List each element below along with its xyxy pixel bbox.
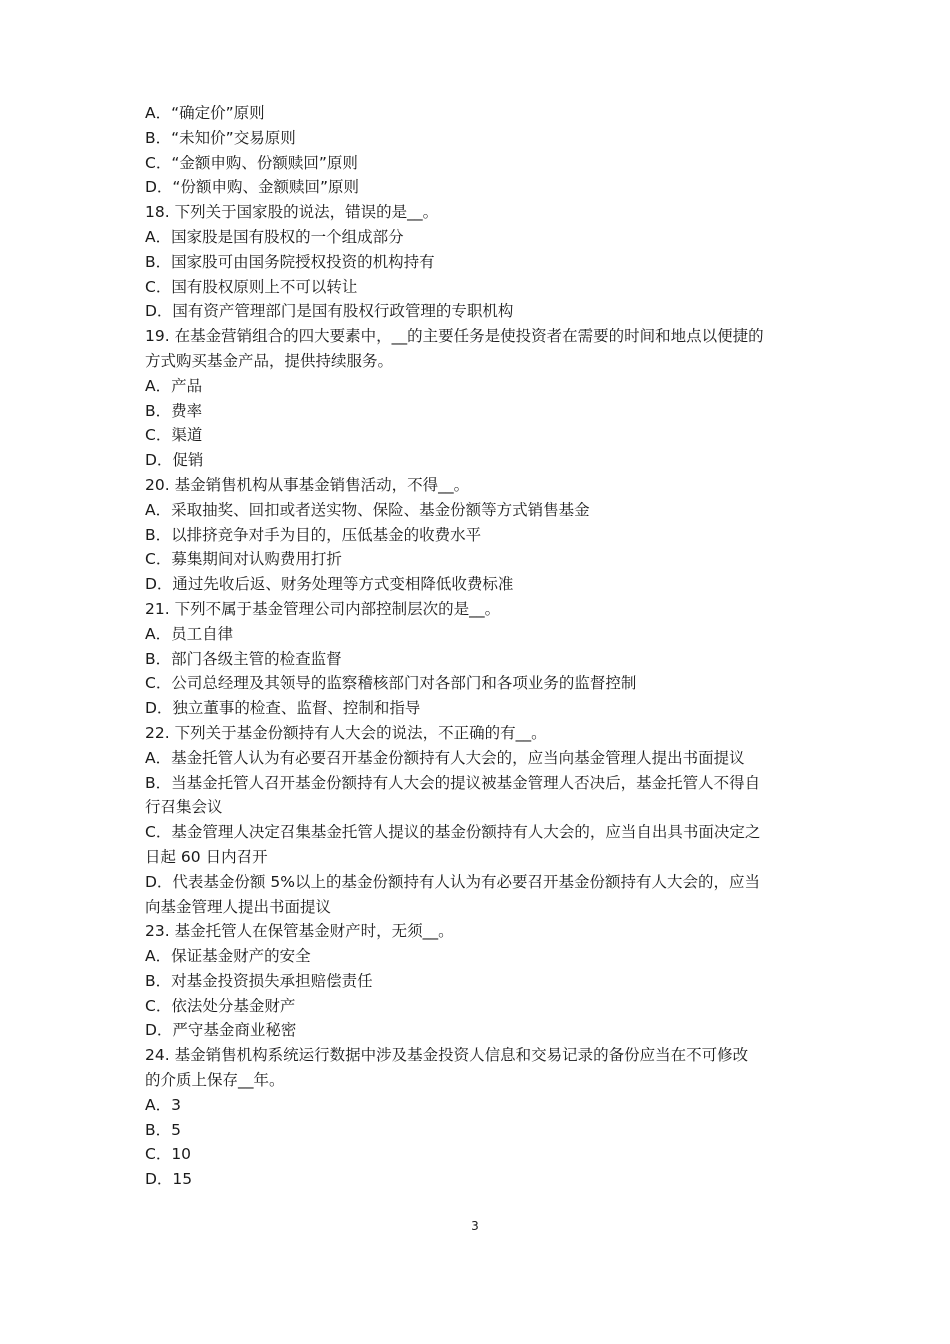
- text-line: C．基金管理人决定召集基金托管人提议的基金份额持有人大会的，应当自出具书面决定之: [145, 823, 761, 842]
- text-line: B．对基金投资损失承担赔偿责任: [145, 971, 373, 990]
- text-line: A．采取抽奖、回扣或者送实物、保险、基金份额等方式销售基金: [145, 500, 590, 519]
- text-line: D．促销: [145, 451, 204, 470]
- text-line: 日起 60 日内召开: [145, 847, 268, 866]
- text-line: C．国有股权原则上不可以转让: [145, 277, 358, 296]
- text-line: 19. 在基金营销组合的四大要素中，__的主要任务是使投资者在需要的时间和地点以便捷的: [145, 327, 764, 346]
- text-line: A．员工自律: [145, 624, 234, 643]
- text-line: A．国家股是国有股权的一个组成部分: [145, 227, 404, 246]
- text-line: D．15: [145, 1170, 193, 1189]
- text-line: 22. 下列关于基金份额持有人大会的说法，不正确的有__。: [145, 723, 547, 742]
- text-line: 20. 基金销售机构从事基金销售活动，不得__。: [145, 475, 470, 494]
- text-line: B．5: [145, 1120, 181, 1139]
- text-line: B．当基金托管人召开基金份额持有人大会的提议被基金管理人否决后，基金托管人不得自: [145, 773, 761, 792]
- text-line: 23. 基金托管人在保管基金财产时，无须__。: [145, 922, 454, 941]
- text-line: 18. 下列关于国家股的说法，错误的是__。: [145, 203, 439, 222]
- text-line: C．公司总经理及其领导的监察稽核部门对各部门和各项业务的监督控制: [145, 674, 637, 693]
- page-number: 3: [471, 1219, 479, 1233]
- text-line: 行召集会议: [145, 798, 223, 817]
- text-line: C．渠道: [145, 426, 203, 445]
- text-line: B．国家股可由国务院授权投资的机构持有: [145, 252, 435, 271]
- text-line: D．通过先收后返、财务处理等方式变相降低收费标准: [145, 575, 514, 594]
- text-line: D．“份额申购、金额赎回”原则: [145, 178, 359, 197]
- text-line: A．产品: [145, 376, 203, 395]
- text-line: C．依法处分基金财产: [145, 996, 296, 1015]
- text-line: D．代表基金份额 5%以上的基金份额持有人认为有必要召开基金份额持有人大会的，应当: [145, 872, 760, 891]
- text-line: A．基金托管人认为有必要召开基金份额持有人大会的，应当向基金管理人提出书面提议: [145, 748, 745, 767]
- text-line: A．“确定价”原则: [145, 104, 265, 122]
- text-line: D．独立董事的检查、监督、控制和指导: [145, 699, 421, 718]
- text-line: A．3: [145, 1095, 181, 1114]
- text-line: 21. 下列不属于基金管理公司内部控制层次的是__。: [145, 599, 501, 618]
- text-line: 的介质上保存__年。: [145, 1071, 285, 1090]
- text-line: B．以排挤竞争对手为目的，压低基金的收费水平: [145, 525, 482, 544]
- text-line: C．10: [145, 1145, 192, 1164]
- question-text-body: [145, 101, 815, 1192]
- text-line: C．募集期间对认购费用打折: [145, 550, 342, 569]
- text-line: A．保证基金财产的安全: [145, 947, 311, 966]
- text-line: B．“未知价”交易原则: [145, 128, 296, 147]
- text-line: 向基金管理人提出书面提议: [145, 897, 332, 916]
- text-line: B．部门各级主管的检查监督: [145, 649, 342, 668]
- text-line: D．国有资产管理部门是国有股权行政管理的专职机构: [145, 302, 514, 321]
- text-line: C．“金额申购、份额赎回”原则: [145, 153, 358, 172]
- text-line: D．严守基金商业秘密: [145, 1021, 297, 1040]
- text-line: B．费率: [145, 401, 203, 420]
- text-line: 24. 基金销售机构系统运行数据中涉及基金投资人信息和交易记录的备份应当在不可修改: [145, 1046, 749, 1065]
- text-line: 方式购买基金产品，提供持续服务。: [145, 351, 394, 370]
